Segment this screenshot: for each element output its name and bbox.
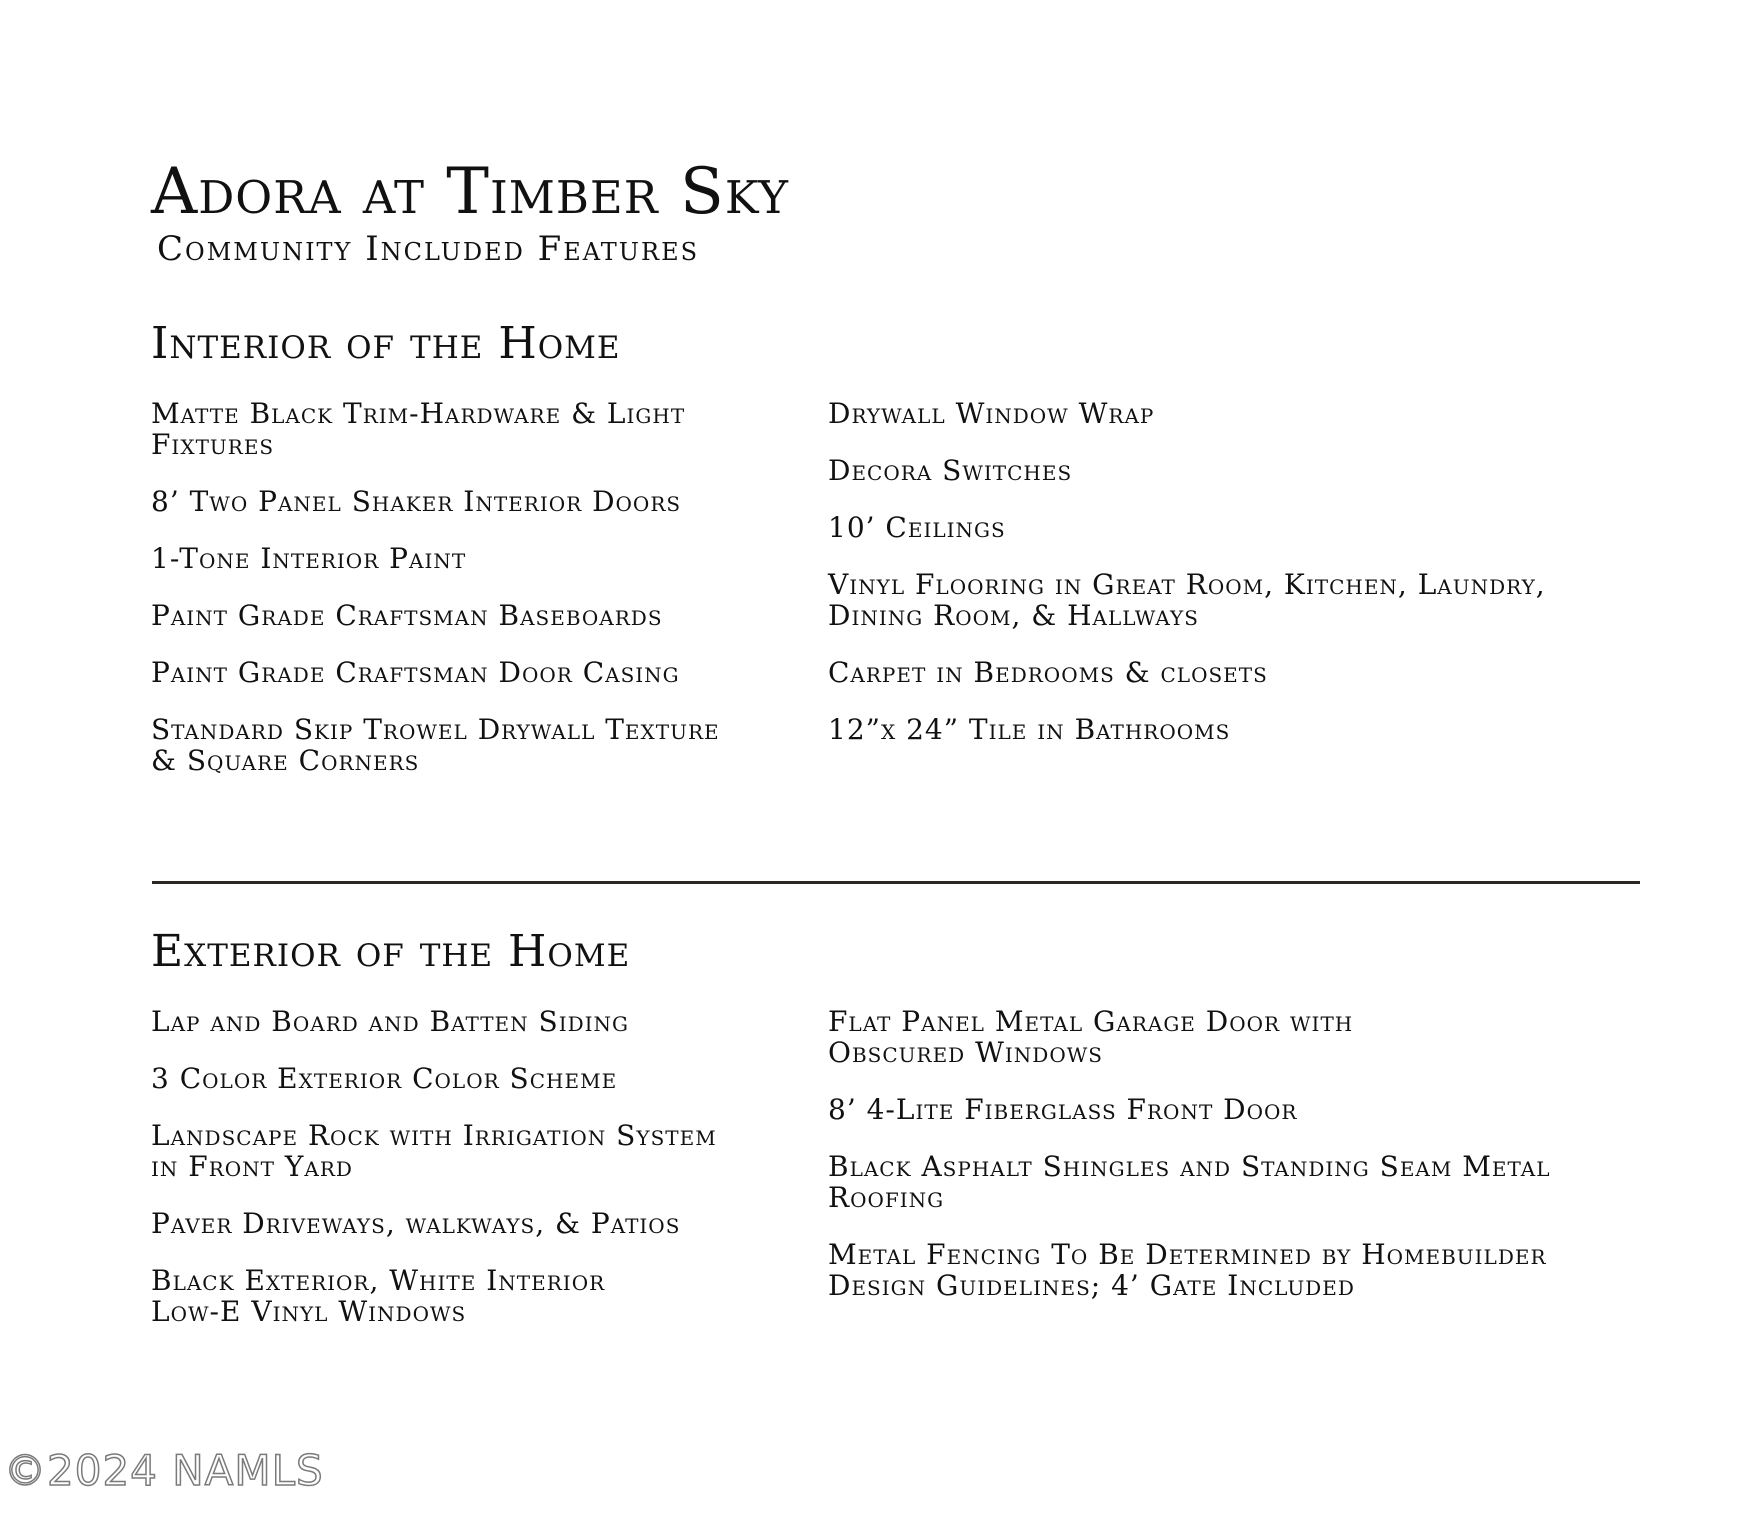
feature-item: 12”x 24” Tile in Bathrooms xyxy=(828,713,1231,746)
feature-item: Paint Grade Craftsman Baseboards xyxy=(151,599,663,632)
interior-section-heading: Interior of the Home xyxy=(151,318,621,369)
feature-item: 8’ Two Panel Shaker Interior Doors xyxy=(151,485,682,518)
feature-item: 8’ 4-Lite Fiberglass Front Door xyxy=(828,1093,1298,1126)
feature-item: Lap and Board and Batten Siding xyxy=(151,1005,630,1038)
feature-item: Matte Black Trim-Hardware & Light Fixtures xyxy=(151,397,686,461)
feature-item: Paver Driveways, walkways, & Patios xyxy=(151,1207,681,1240)
page-title: Adora at Timber Sky xyxy=(151,155,789,229)
feature-item: Black Exterior, White Interior Low-E Vinyl Windows xyxy=(151,1264,606,1328)
section-divider xyxy=(152,881,1640,884)
feature-item: Paint Grade Craftsman Door Casing xyxy=(151,656,680,689)
feature-item: Standard Skip Trowel Drywall Texture & Square Corners xyxy=(151,713,720,777)
feature-item: 10’ Ceilings xyxy=(828,511,1006,544)
feature-item: Carpet in Bedrooms & closets xyxy=(828,656,1268,689)
feature-item: 1-Tone Interior Paint xyxy=(151,542,467,575)
feature-item: Metal Fencing To Be Determined by Homebuilder Design Guidelines; 4’ Gate Included xyxy=(828,1238,1547,1302)
exterior-section-heading: Exterior of the Home xyxy=(151,926,631,977)
page-subtitle: Community Included Features xyxy=(157,229,700,269)
feature-item: Flat Panel Metal Garage Door with Obscured Windows xyxy=(828,1005,1354,1069)
feature-item: Drywall Window Wrap xyxy=(828,397,1155,430)
interior-features-left-column xyxy=(151,398,791,802)
feature-item: 3 Color Exterior Color Scheme xyxy=(151,1062,618,1095)
copyright-watermark: ©2024 NAMLS xyxy=(4,1446,324,1495)
feature-item: Landscape Rock with Irrigation System in Front Yard xyxy=(151,1119,717,1183)
exterior-features-right-column xyxy=(828,1006,1628,1327)
feature-item: Decora Switches xyxy=(828,454,1073,487)
feature-item: Vinyl Flooring in Great Room, Kitchen, Laundry, Dining Room, & Hallways xyxy=(828,568,1546,632)
interior-features-right-column xyxy=(828,398,1628,771)
exterior-features-left-column xyxy=(151,1006,791,1353)
feature-item: Black Asphalt Shingles and Standing Seam Metal Roofing xyxy=(828,1150,1551,1214)
